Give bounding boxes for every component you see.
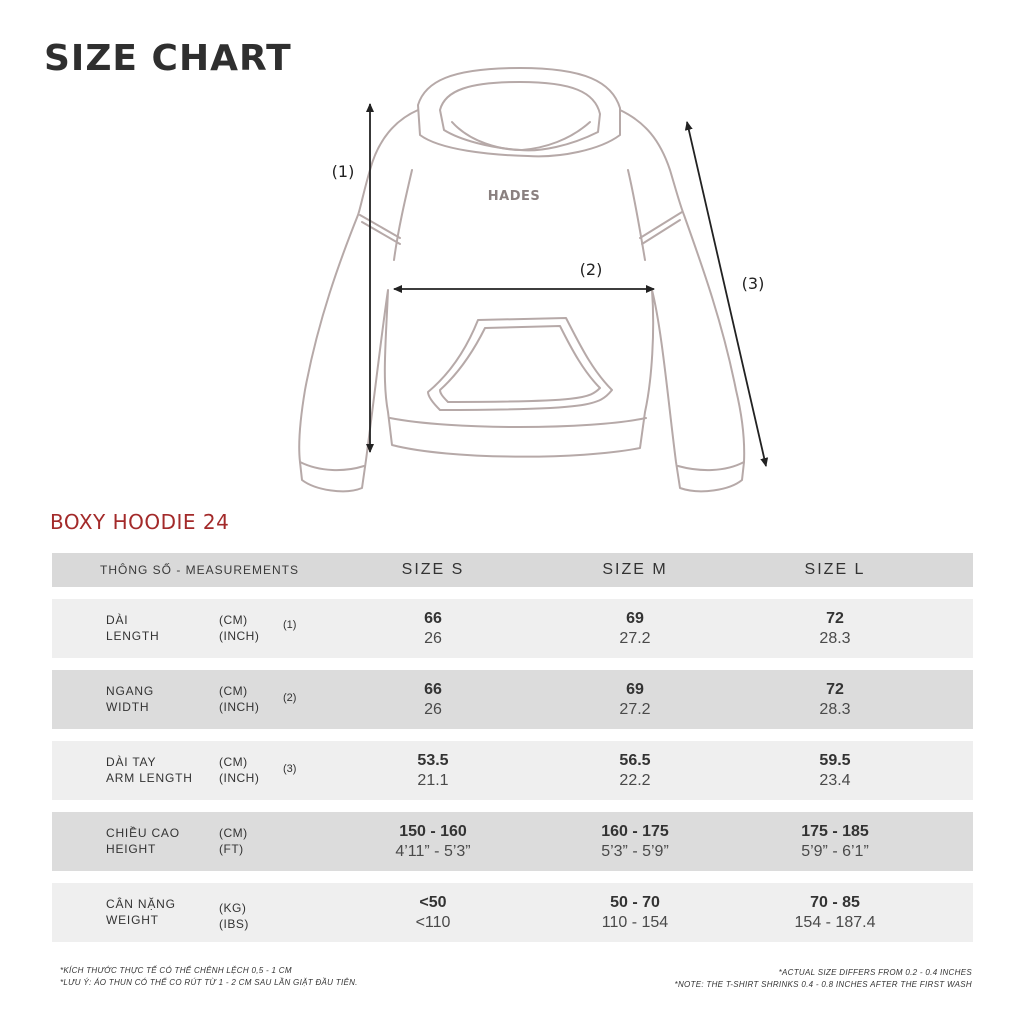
row-label-vi: CÂN NẶNG <box>106 897 176 911</box>
row-unit-secondary: (INCH) <box>219 700 260 714</box>
row-unit-primary: (CM) <box>219 755 248 769</box>
header-size-l: SIZE L <box>804 561 866 578</box>
note-vi-size-diff: *KÍCH THƯỚC THỰC TẾ CÓ THỂ CHÊNH LỆCH 0,5 - 1 CM <box>60 966 292 975</box>
row-label-en: ARM LENGTH <box>106 771 193 785</box>
cell-size-l: 72 28.3 <box>819 610 851 647</box>
cell-size-s: 66 26 <box>424 610 442 647</box>
cell-size-m: 50 - 70 110 - 154 <box>601 894 669 931</box>
row-label-vi: DÀI <box>106 613 129 627</box>
header-size-m: SIZE M <box>602 561 668 578</box>
row-ref-marker: (2) <box>283 692 297 704</box>
row-unit-secondary: (INCH) <box>219 771 260 785</box>
row-label-en: WIDTH <box>106 700 150 714</box>
cell-size-m: 160 - 175 5’3” - 5’9” <box>601 823 669 860</box>
note-en-size-diff: *ACTUAL SIZE DIFFERS FROM 0.2 - 0.4 INCHES <box>778 968 972 977</box>
cell-size-s: 150 - 160 4’11” - 5’3” <box>395 823 471 860</box>
page-title: SIZE CHART <box>44 38 292 79</box>
header-measurements-label: THÔNG SỐ - MEASUREMENTS <box>100 563 300 577</box>
row-label-en: HEIGHT <box>106 842 157 856</box>
cell-size-m: 69 27.2 <box>619 681 651 718</box>
table-row <box>52 670 973 729</box>
marker-1-label: (1) <box>331 162 355 181</box>
product-name: BOXY HOODIE 24 <box>50 510 230 534</box>
row-unit-primary: (CM) <box>219 613 248 627</box>
row-unit-secondary: (INCH) <box>219 629 260 643</box>
table-row <box>52 883 973 942</box>
row-unit-secondary: (FT) <box>219 842 244 856</box>
row-label-en: LENGTH <box>106 629 160 643</box>
note-vi-shrink: *LƯU Ý: ÁO THUN CÓ THỂ CO RÚT TỪ 1 - 2 CM SAU LẦN GIẶT ĐẦU TIÊN. <box>60 978 358 987</box>
cell-size-s: 53.5 21.1 <box>417 752 449 789</box>
hoodie-illustration <box>290 60 790 500</box>
cell-size-l: 59.5 23.4 <box>819 752 851 789</box>
marker-2-label: (2) <box>579 260 603 279</box>
row-label-vi: NGANG <box>106 684 155 698</box>
marker-3-label: (3) <box>741 274 765 293</box>
hades-logo: HADES <box>487 189 541 204</box>
cell-size-s: <50 <110 <box>415 894 451 931</box>
table-row <box>52 812 973 871</box>
table-row <box>52 599 973 658</box>
note-en-shrink: *NOTE: THE T-SHIRT SHRINKS 0.4 - 0.8 INCHES AFTER THE FIRST WASH <box>674 980 972 989</box>
row-ref-marker: (3) <box>283 763 297 775</box>
cell-size-l: 72 28.3 <box>819 681 851 718</box>
cell-size-l: 70 - 85 154 - 187.4 <box>794 894 876 931</box>
row-label-vi: DÀI TAY <box>106 755 157 769</box>
table-row <box>52 741 973 800</box>
row-label-vi: CHIỀU CAO <box>106 826 180 840</box>
header-size-s: SIZE S <box>401 561 465 578</box>
row-unit-primary: (CM) <box>219 826 248 840</box>
cell-size-m: 69 27.2 <box>619 610 651 647</box>
row-ref-marker: (1) <box>283 619 297 631</box>
cell-size-l: 175 - 185 5’9” - 6’1” <box>801 823 869 860</box>
row-unit-primary: (KG) <box>219 901 247 915</box>
cell-size-s: 66 26 <box>424 681 442 718</box>
size-table <box>52 553 973 942</box>
arm-length-arrow <box>687 122 766 466</box>
table-header <box>52 553 973 587</box>
row-unit-primary: (CM) <box>219 684 248 698</box>
row-unit-secondary: (IBS) <box>219 917 249 931</box>
row-label-en: WEIGHT <box>106 913 159 927</box>
cell-size-m: 56.5 22.2 <box>619 752 651 789</box>
